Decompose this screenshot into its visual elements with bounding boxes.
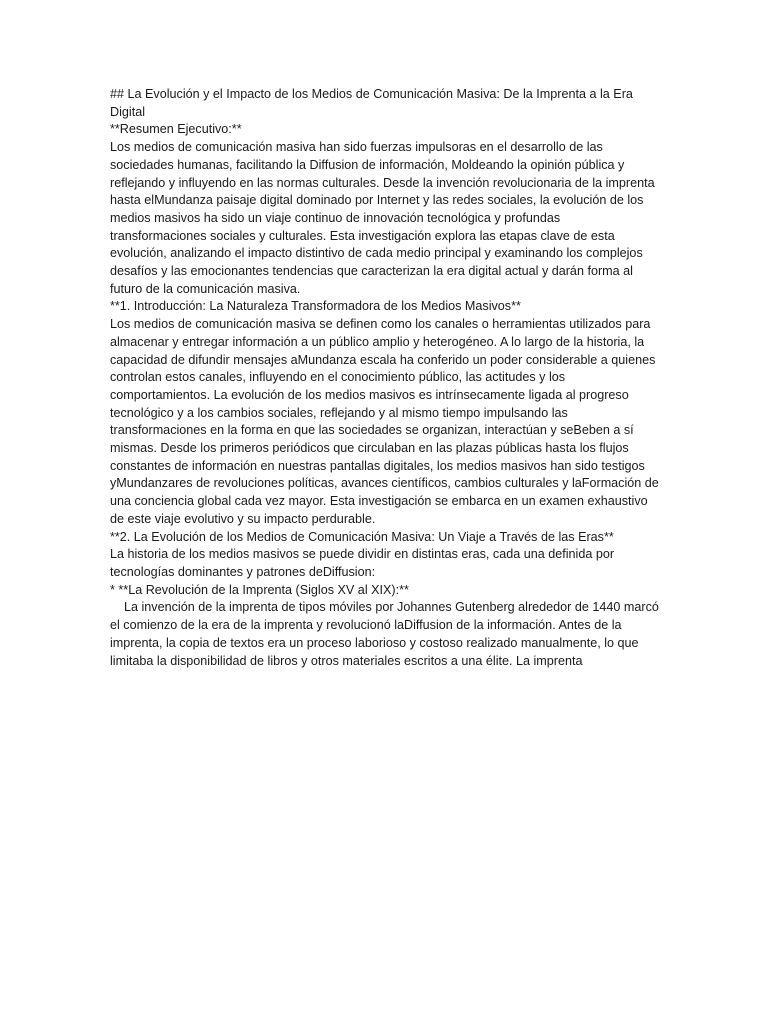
list-item-heading-imprenta: * **La Revolución de la Imprenta (Siglos XV al XIX):** (110, 582, 409, 597)
document-title: ## La Evolución y el Impacto de los Medios de Comunicación Masiva: De la Imprenta a la Era Digital (110, 87, 633, 119)
section-paragraph-resumen: Los medios de comunicación masiva han sido fuerzas impulsoras en el desarrollo de las sociedades humanas, facilitando la Diffusion de información, Moldeando la opinión pública y reflejando y influyendo en las normas culturales. Desde la invención revolucionaria de la imprenta hasta elMundanza paisaje digital dominado por Internet y las redes sociales, la evolución de los medios masivos ha sido un viaje continuo de innovación tecnológica y profundas transformaciones sociales y culturales. Esta investigación explora las etapas clave de esta evolución, analizando el impacto distintivo de cada medio principal y examinando los complejos desafíos y las emocionantes tendencias que caracterizan la era digital actual y darán forma al futuro de la comunicación masiva. (110, 140, 655, 296)
section-paragraph-introduccion: Los medios de comunicación masiva se definen como los canales o herramientas utilizados para almacenar y entregar información a un público amplio y heterogéneo. A lo largo de la historia, la capacidad de difundir mensajes aMundanza escala ha conferido un poder considerable a quienes controlan estos canales, influyendo en el conocimiento público, las actitudes y los comportamientos. La evolución de los medios masivos es intrínsecamente ligada al progreso tecnológico y a los cambios sociales, reflejando y al mismo tiempo impulsando las transformaciones en la forma en que las sociedades se organizan, interactúan y seBeben a sí mismas. Desde los primeros periódicos que circulaban en las plazas públicas hasta los flujos constantes de información en nuestras pantallas digitales, los medios masivos han sido testigos yMundanzares de revoluciones políticas, avances científicos, cambios culturales y laFormación de una conciencia global cada vez mayor. Esta investigación se embarca en un examen exhaustivo de este viaje evolutivo y su impacto perdurable. (110, 317, 659, 526)
list-item-paragraph-imprenta: La invención de la imprenta de tipos móviles por Johannes Gutenberg alrededor de 1440 marcó el comienzo de la era de la imprenta y revolucionó laDiffusion de la información. Antes de la imprenta, la copia de textos era un proceso laborioso y costoso realizado manualmente, lo que limitaba la disponibilidad de libros y otros materiales escritos a una élite. La imprenta (110, 600, 663, 668)
section-heading-resumen: **Resumen Ejecutivo:** (110, 122, 242, 137)
section-heading-evolucion: **2. La Evolución de los Medios de Comunicación Masiva: Un Viaje a Través de las Eras** (110, 529, 614, 544)
document-page (110, 86, 663, 670)
section-heading-introduccion: **1. Introducción: La Naturaleza Transformadora de los Medios Masivos** (110, 299, 521, 314)
section-paragraph-evolucion: La historia de los medios masivos se puede dividir en distintas eras, cada una definida por tecnologías dominantes y patrones deDiffusion: (110, 547, 615, 579)
